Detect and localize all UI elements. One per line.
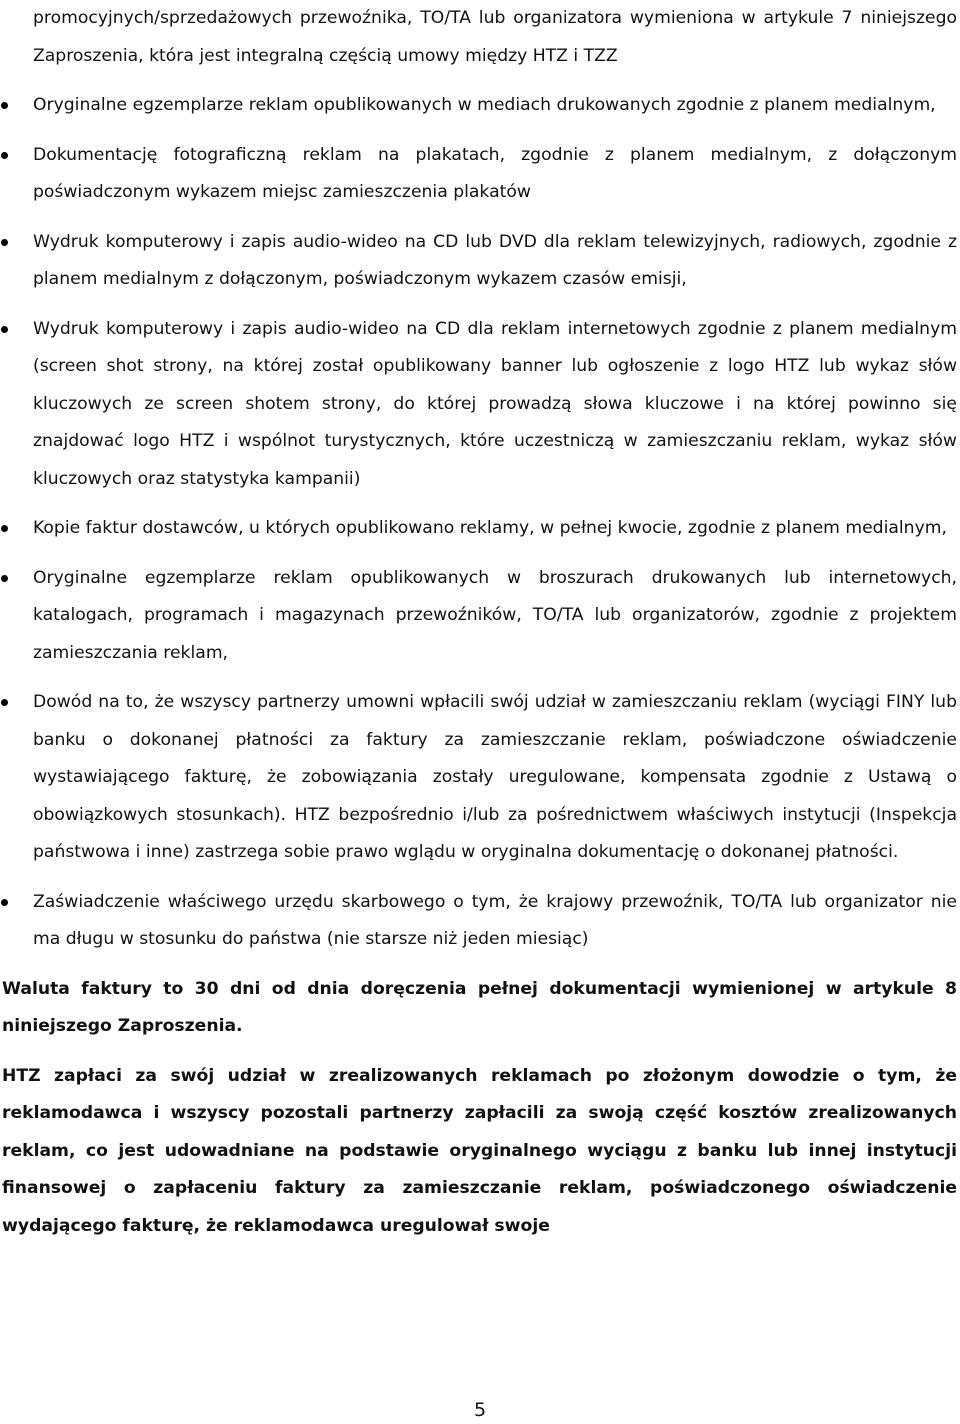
list-item bbox=[0, 224, 957, 299]
list-item bbox=[0, 510, 957, 548]
list-item-text: Dokumentację fotograficzną reklam na plakatach, zgodnie z planem medialnym, z dołączonym poświadczonym wykazem miejsc zamieszczenia plakatów bbox=[33, 144, 957, 202]
bullet-icon bbox=[1, 699, 8, 706]
list-item-text: Wydruk komputerowy i zapis audio-wideo na CD lub DVD dla reklam telewizyjnych, radiowych, zgodnie z planem medialnym z dołączonym, poświadczonym wykazem czasów emisji, bbox=[33, 231, 957, 289]
payment-condition-paragraph: HTZ zapłaci za swój udział w zrealizowanych reklamach po złożonym dowodzie o tym, że reklamodawca i wszyscy pozostali partnerzy zapłacili za swoją część kosztów zrealizowanych reklam, co jest udowadniane na podstawie oryginalnego wyciągu z banku lub innej instytucji finansowej o zapłaceniu faktury za zamieszczanie reklam, poświadczonego oświadczenie wydającego fakturę, że reklamodawca uregulował swoje bbox=[2, 1065, 957, 1236]
bullet-icon bbox=[1, 239, 8, 246]
list-item-text: Kopie faktur dostawców, u których opublikowano reklamy, w pełnej kwocie, zgodnie z planem medialnym, bbox=[33, 518, 947, 538]
list-item bbox=[0, 137, 957, 212]
bullet-icon bbox=[1, 102, 8, 109]
list-item-text: Oryginalne egzemplarze reklam opublikowanych w broszurach drukowanych lub internetowych, katalogach, programach i magazynach przewoźników, TO/TA lub organizatorów, zgodnie z projektem zamieszczania reklam, bbox=[33, 567, 957, 663]
list-item-text: Oryginalne egzemplarze reklam opublikowanych w mediach drukowanych zgodnie z planem medialnym, bbox=[33, 95, 936, 115]
list-item bbox=[0, 311, 957, 499]
page-number: 5 bbox=[473, 1399, 487, 1421]
list-item-text: Zaświadczenie właściwego urzędu skarbowego o tym, że krajowy przewoźnik, TO/TA lub organizator nie ma długu w stosunku do państwa (nie starsze niż jeden miesiąc) bbox=[33, 891, 957, 949]
continuation-paragraph: promocyjnych/sprzedażowych przewoźnika, TO/TA lub organizatora wymieniona w artykule 7 niniejszego Zaproszenia, która jest integralną częścią umowy między HTZ i TZZ bbox=[33, 8, 957, 66]
bullet-icon bbox=[1, 525, 8, 532]
bullet-icon bbox=[1, 899, 8, 906]
bullet-icon bbox=[1, 152, 8, 159]
list-item bbox=[0, 87, 957, 125]
bullet-icon bbox=[1, 575, 8, 582]
list-item-text: Wydruk komputerowy i zapis audio-wideo na CD dla reklam internetowych zgodnie z planem medialnym (screen shot strony, na której został opublikowany banner lub ogłoszenie z logo HTZ lub wykaz słów kluczowych ze screen shotem strony, do której prowadzą słowa kluczowe i na której powinno się znajdować logo HTZ i wspólnot turystycznych, które uczestniczą w zamieszczaniu reklam, wykaz słów kluczowych oraz statystyka kampanii) bbox=[33, 318, 957, 489]
list-item bbox=[0, 884, 957, 959]
list-item bbox=[0, 684, 957, 872]
invoice-term-paragraph: Waluta faktury to 30 dni od dnia doręczenia pełnej dokumentacji wymienionej w artykule 8 niniejszego Zaproszenia. bbox=[2, 978, 957, 1036]
list-item bbox=[0, 560, 957, 673]
bullet-icon bbox=[1, 326, 8, 333]
list-item-text: Dowód na to, że wszyscy partnerzy umowni wpłacili swój udział w zamieszczaniu reklam (wyciągi FINY lub banku o dokonanej płatności za faktury za zamieszczanie reklam, poświadczone oświadczenie wystawiającego fakturę, że zobowiązania zostały uregulowane, kompensata zgodnie z Ustawą o obowiązkowych stosunkach). HTZ bezpośrednio i/lub za pośrednictwem właściwych instytucji (Inspekcja państwowa i inne) zastrzega sobie prawo wglądu w oryginalna dokumentację o dokonanej płatności. bbox=[33, 692, 957, 862]
requirements-list bbox=[0, 87, 957, 959]
